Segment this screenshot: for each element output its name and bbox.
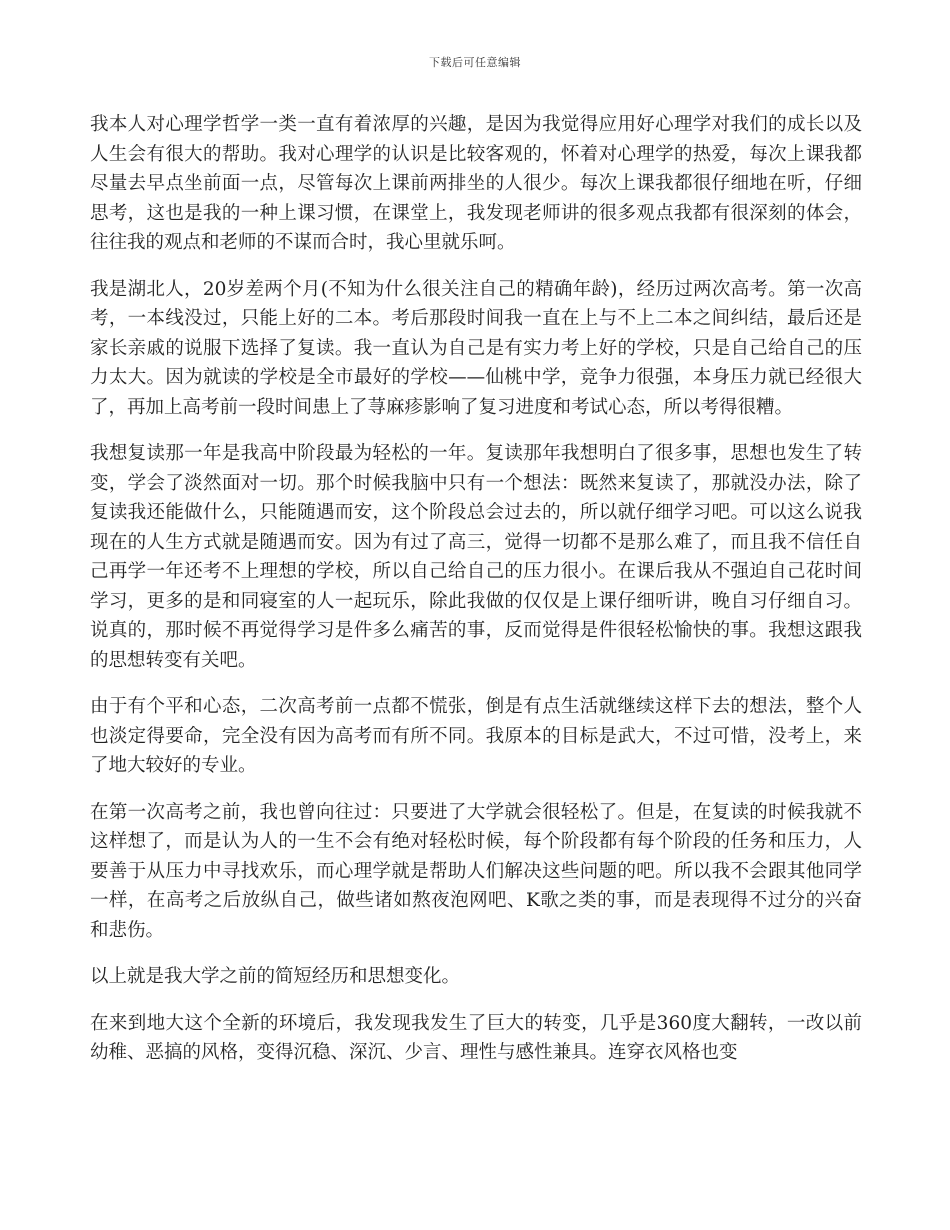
paragraph: 以上就是我大学之前的简短经历和思想变化。: [90, 966, 461, 987]
page-header-note: 下载后可任意编辑: [429, 56, 521, 69]
paragraph: 在来到地大这个全新的环境后，我发现我发生了巨大的转变，几乎是360度大翻转，一改以前幼稚、恶搞的风格，变得沉稳、深沉、少言、理性与感性兼具。连穿衣风格也变: [90, 1012, 862, 1063]
paragraph: 我想复读那一年是我高中阶段最为轻松的一年。复读那年我想明白了很多事，思想也发生了转变，学会了淡然面对一切。那个时候我脑中只有一个想法：既然来复读了，那就没办法，除了复读我还能做什么，只能随遇而安，这个阶段总会过去的，所以就仔细学习吧。可以这么说我现在的人生方式就是随遇而安。因为有过了高三，觉得一切都不是那么难了，而且我不信任自己再学一年还考不上理想的学校，所以自己给自己的压力很小。在课后我从不强迫自己花时间学习，更多的是和同寝室的人一起玩乐，除此我做的仅仅是上课仔细听讲，晚自习仔细自习。说真的，那时候不再觉得学习是件多么痛苦的事，反而觉得是件很轻松愉快的事。我想这跟我的思想转变有关吧。: [90, 443, 862, 671]
document-body: [90, 110, 862, 1085]
paragraph: 在第一次高考之前，我也曾向往过：只要进了大学就会很轻松了。但是，在复读的时候我就不这样想了，而是认为人的一生不会有绝对轻松时候，每个阶段都有每个阶段的任务和压力，人要善于从压力中寻找欢乐，而心理学就是帮助人们解决这些问题的吧。所以我不会跟其他同学一样，在高考之后放纵自己，做些诸如熬夜泡网吧、K歌之类的事，而是表现得不过分的兴奋和悲伤。: [90, 801, 862, 941]
paragraph: 我本人对心理学哲学一类一直有着浓厚的兴趣，是因为我觉得应用好心理学对我们的成长以及人生会有很大的帮助。我对心理学的认识是比较客观的，怀着对心理学的热爱，每次上课我都尽量去早点坐前面一点，尽管每次上课前两排坐的人很少。每次上课我都很仔细地在听，仔细思考，这也是我的一种上课习惯，在课堂上，我发现老师讲的很多观点我都有很深刻的体会，往往我的观点和老师的不谋而合时，我心里就乐呵。: [90, 114, 862, 253]
paragraph: 我是湖北人，20岁差两个月(不知为什么很关注自己的精确年龄)，经历过两次高考。第一次高考，一本线没过，只能上好的二本。考后那段时间我一直在上与不上二本之间纠结，最后还是家长亲戚的说服下选择了复读。我一直认为自己是有实力考上好的学校，只是自己给自己的压力太大。因为就读的学校是全市最好的学校——仙桃中学，竞争力很强，本身压力就已经很大了，再加上高考前一段时间患上了荨麻疹影响了复习进度和考试心态，所以考得很糟。: [90, 278, 862, 418]
paragraph: 由于有个平和心态，二次高考前一点都不慌张，倒是有点生活就继续这样下去的想法，整个人也淡定得要命，完全没有因为高考而有所不同。我原本的目标是武大，不过可惜，没考上，来了地大较好的专业。: [90, 696, 862, 776]
